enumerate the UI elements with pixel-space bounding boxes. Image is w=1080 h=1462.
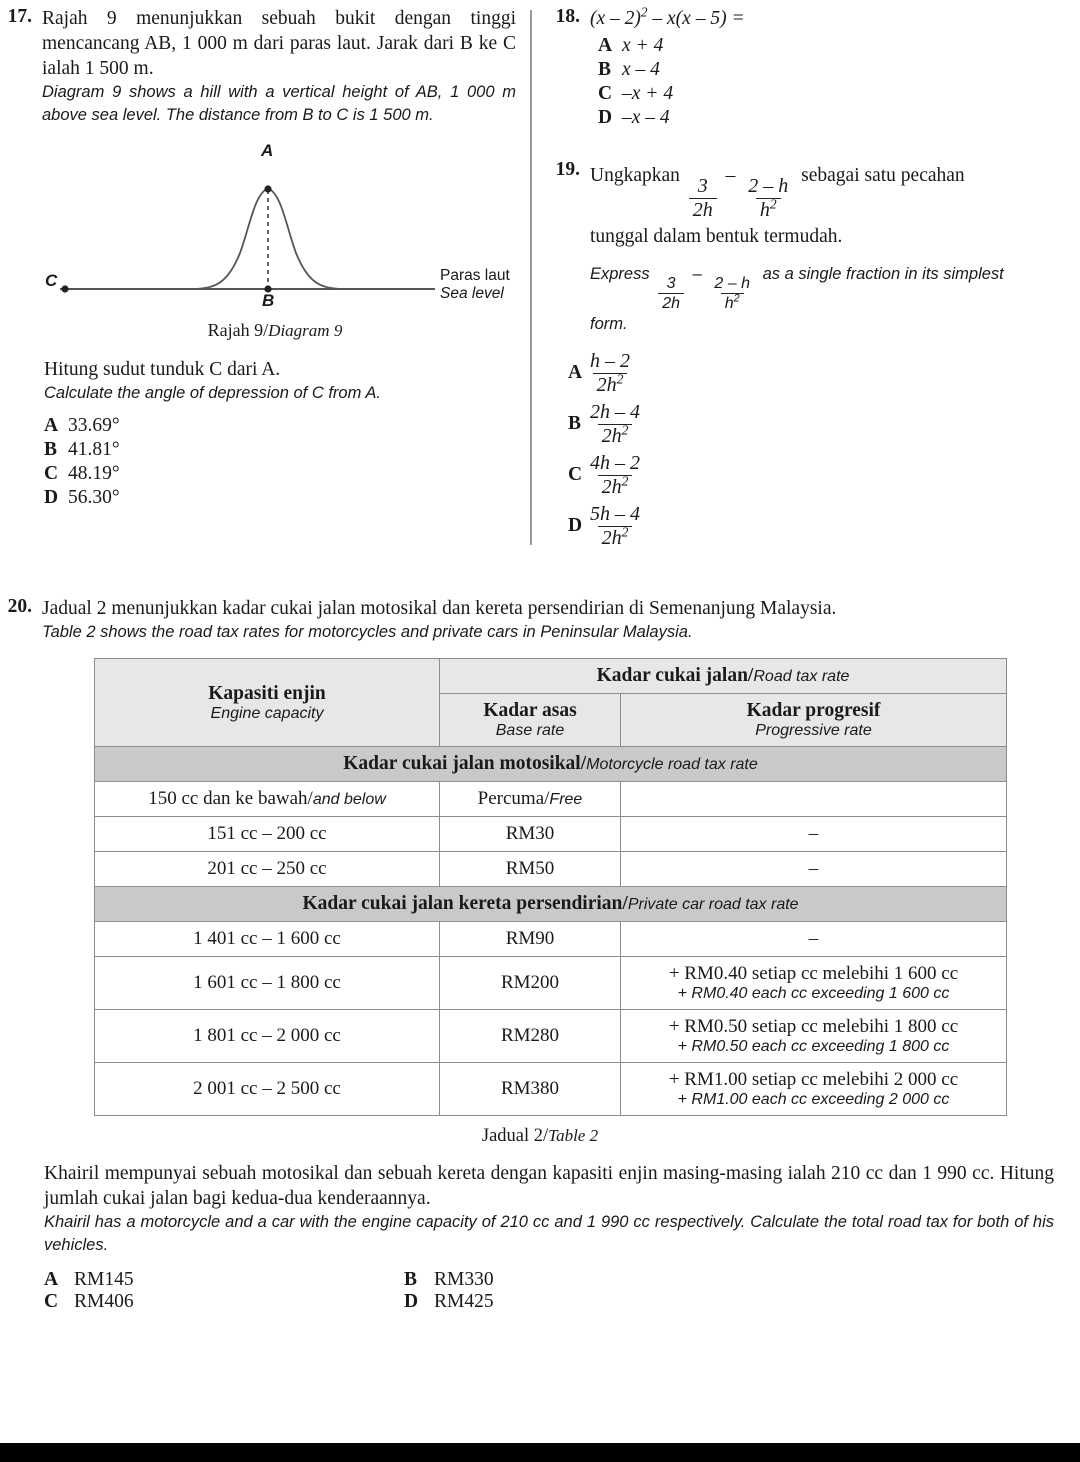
option-label: A xyxy=(598,35,613,56)
option-label: C xyxy=(598,83,613,104)
cell-capacity-ms: 201 cc – 250 cc xyxy=(207,858,327,879)
question-20 xyxy=(0,596,1080,1313)
option-label: C xyxy=(568,464,583,486)
question-20-options xyxy=(44,1269,764,1313)
cell-prog-ms: – xyxy=(808,858,819,879)
question-17-stem-en: Diagram 9 shows a hill with a vertical height of AB, 1 000 m above sea level. The distance from B to C is 1 500 m. xyxy=(42,83,516,124)
question-19-stem-en-line2: form. xyxy=(590,314,628,333)
cell-capacity-ms: 151 cc – 200 cc xyxy=(207,823,327,844)
question-20-tail-en: Khairil has a motorcycle and a car with the engine capacity of 210 cc and 1 990 cc respectively. Calculate the total road tax for both of his vehicles. xyxy=(44,1213,1054,1254)
q19-fraction-2-en xyxy=(710,274,754,313)
denominator-exponent: 2 xyxy=(733,292,740,305)
table-row xyxy=(95,1010,1007,1063)
option-label: A xyxy=(44,415,59,436)
option-value: RM145 xyxy=(74,1269,134,1290)
fraction-numerator: 2h – 4 xyxy=(590,400,640,423)
cell-capacity-ms: 1 801 cc – 2 000 cc xyxy=(193,1025,341,1046)
denominator-exponent: 2 xyxy=(616,371,624,387)
cell-capacity xyxy=(95,817,440,852)
fraction-denominator: 2h xyxy=(689,198,717,222)
cell-prog-ms: + RM0.40 setiap cc melebihi 1 600 cc xyxy=(668,963,959,984)
cell-capacity xyxy=(95,957,440,1010)
question-17-stem-ms: Rajah 9 menunjukkan sebuah bukit dengan tinggi mencancang AB, 1 000 m dari paras laut. Jarak dari B ke C ialah 1 500 m. xyxy=(42,8,516,79)
fraction-denominator xyxy=(598,475,633,499)
question-19-stem-en xyxy=(590,257,1058,313)
road-tax-table xyxy=(94,658,1007,1116)
option-row[interactable] xyxy=(548,452,1058,499)
cell-prog-ms: – xyxy=(808,928,819,949)
option-row[interactable] xyxy=(36,439,516,461)
question-17-task-en: Calculate the angle of depression of C from A. xyxy=(44,384,381,402)
question-18-number: 18. xyxy=(555,6,580,27)
fraction-numerator: 4h – 2 xyxy=(590,451,640,474)
question-19-options xyxy=(548,350,1058,550)
fraction-numerator: 5h – 4 xyxy=(590,502,640,525)
cell-base-rate xyxy=(440,922,621,957)
denominator-exponent: 2 xyxy=(769,196,777,212)
cell-prog-ms: – xyxy=(808,823,819,844)
cell-capacity-ms: 2 001 cc – 2 500 cc xyxy=(193,1078,341,1099)
q19-en-minus: – xyxy=(692,264,702,283)
cell-capacity xyxy=(95,1063,440,1116)
header-road-tax-rate-en: Road tax rate xyxy=(753,668,850,685)
denominator-base: 2h xyxy=(601,424,622,447)
section-motorcycle-title xyxy=(95,747,1007,782)
cell-progressive-rate xyxy=(621,922,1007,957)
option-value: 41.81° xyxy=(68,439,120,460)
fraction-denominator: 2h xyxy=(658,293,684,313)
question-18-options xyxy=(590,35,1058,129)
fraction-numerator: h – 2 xyxy=(590,349,630,372)
right-column xyxy=(548,6,1058,554)
cell-capacity-ms: 150 cc dan ke bawah/ xyxy=(148,788,313,809)
question-20-number: 20. xyxy=(7,596,32,617)
cell-base-rate xyxy=(440,817,621,852)
cell-progressive-rate xyxy=(621,817,1007,852)
cell-base-ms: RM30 xyxy=(505,823,555,844)
denominator-base: 2h xyxy=(601,475,622,498)
fraction-denominator xyxy=(598,526,633,550)
q19-ms-after: sebagai satu pecahan xyxy=(801,165,965,186)
two-column-area xyxy=(0,0,1080,580)
cell-base-en: Free xyxy=(549,791,583,808)
page-footer-bar xyxy=(0,1443,1080,1462)
fraction-denominator xyxy=(593,373,628,397)
question-20-tail xyxy=(44,1161,1054,1257)
q19-fraction-1-en xyxy=(658,274,684,313)
cell-capacity xyxy=(95,1010,440,1063)
table-section-header xyxy=(95,887,1007,922)
cell-base-ms: RM380 xyxy=(500,1078,560,1099)
point-a-label: A xyxy=(261,141,274,160)
option-label: B xyxy=(404,1269,418,1290)
header-progressive-rate-ms: Kadar progresif xyxy=(746,700,881,721)
cell-capacity-ms: 1 601 cc – 1 800 cc xyxy=(193,972,341,993)
cell-base-ms: RM50 xyxy=(505,858,555,879)
table-caption-ms: Jadual 2/ xyxy=(481,1126,549,1146)
option-row[interactable] xyxy=(590,59,1058,81)
hill-diagram xyxy=(40,141,510,316)
table-row xyxy=(95,817,1007,852)
column-divider xyxy=(530,10,532,545)
sea-level-label-ms: Paras laut xyxy=(440,267,510,284)
cell-capacity xyxy=(95,852,440,887)
question-17-number: 17. xyxy=(7,6,32,27)
option-row[interactable] xyxy=(44,1291,404,1313)
q19-en-after: as a single fraction in its simplest xyxy=(762,264,1004,283)
cell-progressive-rate xyxy=(621,957,1007,1010)
table-section-header xyxy=(95,747,1007,782)
section-title-ms: Kadar cukai jalan motosikal/ xyxy=(343,753,587,774)
option-fraction xyxy=(586,452,644,499)
header-base-rate xyxy=(440,694,621,747)
cell-capacity xyxy=(95,782,440,817)
option-row[interactable] xyxy=(548,503,1058,550)
option-label: C xyxy=(44,463,59,484)
table-2-caption xyxy=(0,1126,1080,1147)
diagram-caption-ms: Rajah 9/ xyxy=(207,320,269,340)
cell-capacity-ms: 1 401 cc – 1 600 cc xyxy=(193,928,341,949)
option-row[interactable] xyxy=(36,487,516,509)
cell-base-rate xyxy=(440,1063,621,1116)
fraction-numerator: 2 – h xyxy=(714,274,750,292)
option-value: –x – 4 xyxy=(622,107,670,128)
table-header-row-1 xyxy=(95,659,1007,694)
cell-progressive-rate xyxy=(621,1063,1007,1116)
option-row[interactable] xyxy=(44,1269,404,1291)
question-18-stem-part1: (x – 2) xyxy=(590,8,641,29)
option-fraction xyxy=(586,350,634,397)
cell-prog-en: + RM0.50 each cc exceeding 1 800 cc xyxy=(677,1038,950,1055)
cell-base-ms: Percuma/ xyxy=(477,788,550,809)
header-base-rate-ms: Kadar asas xyxy=(483,700,577,721)
option-value: RM425 xyxy=(434,1291,494,1312)
q19-en-before: Express xyxy=(590,264,650,283)
option-label: D xyxy=(404,1291,419,1312)
header-engine-capacity-ms: Kapasiti enjin xyxy=(208,682,326,704)
table-row xyxy=(95,1063,1007,1116)
cell-progressive-rate xyxy=(621,852,1007,887)
header-progressive-rate-en: Progressive rate xyxy=(755,722,872,739)
cell-base-ms: RM200 xyxy=(500,972,560,993)
option-value: x + 4 xyxy=(622,35,664,56)
option-row[interactable] xyxy=(36,463,516,485)
option-row[interactable] xyxy=(36,415,516,437)
question-18 xyxy=(548,6,1058,129)
q19-ms-minus: – xyxy=(725,165,736,186)
cell-base-rate xyxy=(440,782,621,817)
option-value: 56.30° xyxy=(68,487,120,508)
option-row[interactable] xyxy=(548,401,1058,448)
denominator-exponent: 2 xyxy=(621,422,629,438)
option-label: D xyxy=(598,107,613,128)
cell-base-ms: RM90 xyxy=(505,928,555,949)
header-road-tax-rate xyxy=(440,659,1007,694)
sea-level-label-en: Sea level xyxy=(440,285,504,302)
q19-ms-before: Ungkapkan xyxy=(590,165,680,186)
header-engine-capacity xyxy=(95,659,440,747)
cell-prog-en: + RM0.40 each cc exceeding 1 600 cc xyxy=(677,985,950,1002)
question-18-stem-part2: – x(x – 5) = xyxy=(647,8,745,29)
table-row xyxy=(95,852,1007,887)
option-row[interactable] xyxy=(404,1269,764,1291)
denominator-exponent: 2 xyxy=(621,473,629,489)
diagram-caption-en: Diagram 9 xyxy=(268,321,343,340)
question-20-stem-ms: Jadual 2 menunjukkan kadar cukai jalan motosikal dan kereta persendirian di Semenanjung Malaysia. xyxy=(42,598,837,619)
cell-capacity xyxy=(95,922,440,957)
question-17-options xyxy=(36,415,516,509)
section-title-en: Motorcycle road tax rate xyxy=(586,756,758,773)
point-c-dot xyxy=(61,285,68,292)
option-fraction xyxy=(586,503,644,550)
denominator-exponent: 2 xyxy=(621,524,629,540)
question-20-tail-ms: Khairil mempunyai sebuah motosikal dan sebuah kereta dengan kapasiti enjin masing-masing ialah 210 cc dan 1 990 cc. Hitung jumlah cukai jalan bagi kedua-dua kenderaannya. xyxy=(44,1163,1054,1209)
option-value: 48.19° xyxy=(68,463,120,484)
table-row xyxy=(95,922,1007,957)
denominator-base: h xyxy=(724,294,734,312)
cell-capacity-en: and below xyxy=(312,791,386,808)
question-18-stem xyxy=(590,6,1058,31)
option-value: RM406 xyxy=(74,1291,134,1312)
header-engine-capacity-en: Engine capacity xyxy=(210,704,324,722)
question-20-stem-en: Table 2 shows the road tax rates for motorcycles and private cars in Peninsular Malaysia. xyxy=(42,623,693,641)
option-label: C xyxy=(44,1291,59,1312)
table-row xyxy=(95,957,1007,1010)
fraction-numerator: 3 xyxy=(697,174,708,197)
option-row[interactable] xyxy=(548,350,1058,397)
question-18-exponent: 2 xyxy=(640,4,648,20)
option-label: D xyxy=(568,515,583,537)
option-line xyxy=(44,1269,764,1291)
point-b-label: B xyxy=(262,291,275,310)
option-value: –x + 4 xyxy=(622,83,674,104)
question-17 xyxy=(0,6,516,511)
diagram-9-caption xyxy=(40,320,510,341)
option-value: x – 4 xyxy=(622,59,660,80)
table-caption-en: Table 2 xyxy=(548,1126,599,1145)
q19-fraction-2 xyxy=(744,175,792,222)
question-17-task-ms: Hitung sudut tunduk C dari A. xyxy=(44,359,281,380)
section-title-ms: Kadar cukai jalan kereta persendirian/ xyxy=(302,893,628,914)
option-row[interactable] xyxy=(404,1291,764,1313)
option-label: D xyxy=(44,487,59,508)
option-fraction xyxy=(586,401,644,448)
option-label: B xyxy=(598,59,612,80)
cell-progressive-rate xyxy=(621,1010,1007,1063)
fraction-numerator: 3 xyxy=(666,274,676,292)
option-value: 33.69° xyxy=(68,415,120,436)
fraction-numerator: 2 – h xyxy=(748,174,789,197)
option-label: B xyxy=(568,413,582,435)
cell-prog-en: + RM1.00 each cc exceeding 2 000 cc xyxy=(677,1091,950,1108)
q19-fraction-1 xyxy=(689,175,717,222)
option-label: B xyxy=(44,439,58,460)
cell-base-rate xyxy=(440,852,621,887)
fraction-denominator xyxy=(756,198,781,222)
option-label: A xyxy=(568,362,583,384)
denominator-base: 2h xyxy=(601,526,622,549)
header-base-rate-en: Base rate xyxy=(495,722,565,739)
cell-prog-ms: + RM1.00 setiap cc melebihi 2 000 cc xyxy=(668,1069,959,1090)
cell-base-rate xyxy=(440,957,621,1010)
question-19-stem-ms-line2: tunggal dalam bentuk termudah. xyxy=(590,225,843,247)
header-progressive-rate xyxy=(621,694,1007,747)
section-car-title xyxy=(95,887,1007,922)
option-label: A xyxy=(44,1269,59,1290)
option-row[interactable] xyxy=(590,83,1058,105)
question-19 xyxy=(548,159,1058,550)
cell-prog-ms: + RM0.50 setiap cc melebihi 1 800 cc xyxy=(668,1016,959,1037)
option-row[interactable] xyxy=(590,107,1058,129)
option-line xyxy=(44,1291,764,1313)
fraction-denominator xyxy=(721,293,744,313)
point-c-label: C xyxy=(45,271,58,290)
table-row xyxy=(95,782,1007,817)
section-title-en: Private car road tax rate xyxy=(627,896,799,913)
point-a-dot xyxy=(264,185,271,192)
denominator-base: h xyxy=(759,198,770,221)
question-19-number: 19. xyxy=(555,159,580,180)
cell-base-ms: RM280 xyxy=(500,1025,560,1046)
denominator-base: 2h xyxy=(596,373,617,396)
cell-progressive-rate xyxy=(621,782,1007,817)
fraction-denominator xyxy=(598,424,633,448)
option-row[interactable] xyxy=(590,35,1058,57)
question-19-stem-ms xyxy=(590,159,1058,222)
option-value: RM330 xyxy=(434,1269,494,1290)
cell-base-rate xyxy=(440,1010,621,1063)
header-road-tax-rate-ms: Kadar cukai jalan/ xyxy=(596,665,754,686)
